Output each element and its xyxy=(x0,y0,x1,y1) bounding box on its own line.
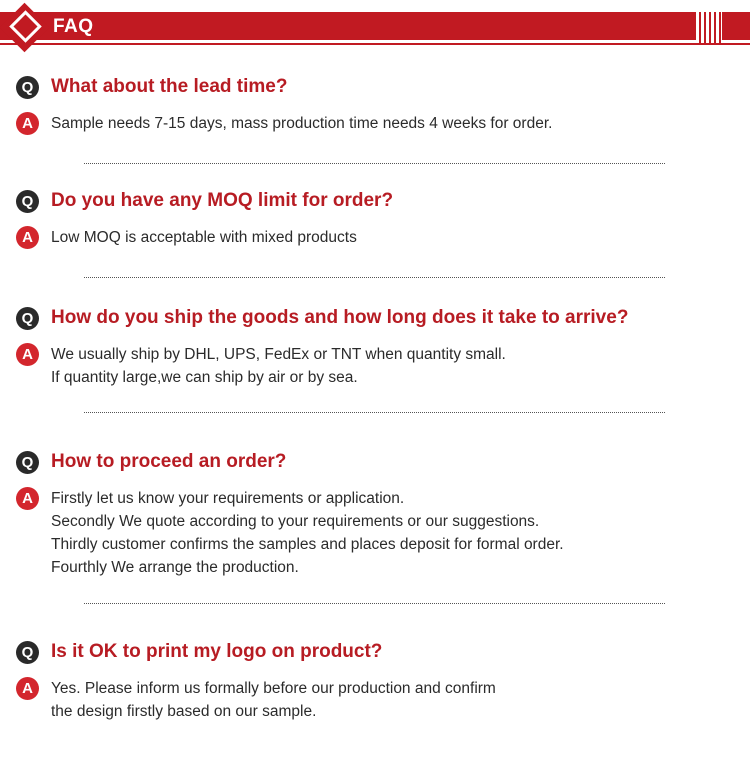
dotted-divider xyxy=(84,412,665,413)
question-text: How to proceed an order? xyxy=(51,451,287,472)
answer-line: Yes. Please inform us formally before our production and confirm xyxy=(51,680,496,697)
answer-line: the design firstly based on our sample. xyxy=(51,703,317,720)
question-badge-icon: Q xyxy=(16,451,39,474)
dotted-divider xyxy=(84,163,665,164)
answer-line: Firstly let us know your requirements or application. xyxy=(51,490,405,507)
answer-badge-icon: A xyxy=(16,343,39,366)
answer-line: Low MOQ is acceptable with mixed products xyxy=(51,229,357,246)
answer-line: We usually ship by DHL, UPS, FedEx or TNT when quantity small. xyxy=(51,346,506,363)
question-badge-icon: Q xyxy=(16,190,39,213)
answer-badge-icon: A xyxy=(16,112,39,135)
question-badge-icon: Q xyxy=(16,641,39,664)
dotted-divider xyxy=(84,603,665,604)
answer-text xyxy=(51,112,552,135)
faq-header xyxy=(0,12,750,46)
answer-text xyxy=(51,226,357,249)
question-text: Do you have any MOQ limit for order? xyxy=(51,190,394,211)
header-underline xyxy=(0,43,750,45)
answer-line: Secondly We quote according to your requirements or our suggestions. xyxy=(51,513,540,530)
answer-line: If quantity large,we can ship by air or by sea. xyxy=(51,369,358,386)
answer-text xyxy=(51,343,506,389)
header-bar xyxy=(0,12,750,40)
answer-text xyxy=(51,487,564,579)
answer-line: Sample needs 7-15 days, mass production time needs 4 weeks for order. xyxy=(51,115,553,132)
answer-badge-icon: A xyxy=(16,487,39,510)
answer-badge-icon: A xyxy=(16,677,39,700)
answer-badge-icon: A xyxy=(16,226,39,249)
answer-text xyxy=(51,677,496,723)
question-text: Is it OK to print my logo on product? xyxy=(51,641,383,662)
answer-line: Thirdly customer confirms the samples and places deposit for formal order. xyxy=(51,536,564,553)
section-title: FAQ xyxy=(53,16,94,37)
question-text: How do you ship the goods and how long does it take to arrive? xyxy=(51,307,629,328)
dotted-divider xyxy=(84,277,665,278)
question-badge-icon: Q xyxy=(16,76,39,99)
question-badge-icon: Q xyxy=(16,307,39,330)
stripes-icon xyxy=(696,12,722,43)
answer-line: Fourthly We arrange the production. xyxy=(51,559,299,576)
question-text: What about the lead time? xyxy=(51,76,288,97)
